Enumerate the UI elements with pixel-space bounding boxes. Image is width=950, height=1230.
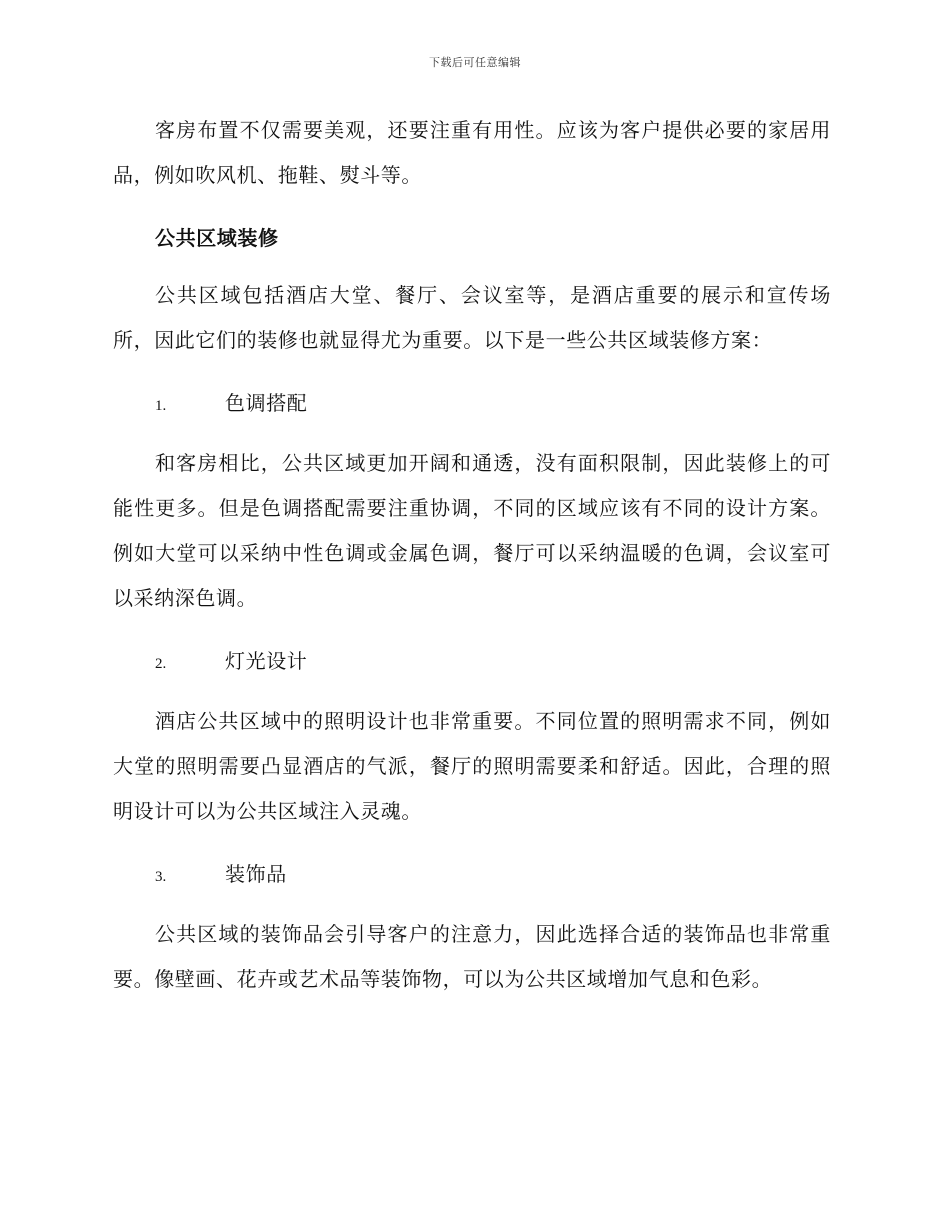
section-heading-public-area: 公共区域装修 <box>155 226 279 250</box>
list-item-color <box>113 381 831 429</box>
list-item-title: 灯光设计 <box>225 649 308 673</box>
paragraph-color: 和客房相比，公共区域更加开阔和通透，没有面积限制，因此装修上的可能性更多。但是色调搭配需要注重协调，不同的区域应该有不同的设计方案。例如大堂可以采纳中性色调或金属色调，餐厅可以采纳温暖的色调，会议室可以采纳深色调。 <box>113 451 831 610</box>
list-number: 3. <box>155 869 167 885</box>
paragraph-rooms: 客房布置不仅需要美观，还要注重有用性。应该为客户提供必要的家居用品，例如吹风机、拖鞋、熨斗等。 <box>113 118 831 187</box>
paragraph-decor: 公共区域的装饰品会引导客户的注意力，因此选择合适的装饰品也非常重要。像壁画、花卉或艺术品等装饰物，可以为公共区域增加气息和色彩。 <box>113 922 831 991</box>
paragraph-lighting: 酒店公共区域中的照明设计也非常重要。不同位置的照明需求不同，例如大堂的照明需要凸显酒店的气派，餐厅的照明需要柔和舒适。因此，合理的照明设计可以为公共区域注入灵魂。 <box>113 709 831 823</box>
header-note: 下载后可任意编辑 <box>429 56 521 69</box>
list-item-title: 色调搭配 <box>225 391 308 415</box>
list-item-decor <box>113 852 831 900</box>
list-item-lighting <box>113 639 831 687</box>
list-number: 2. <box>155 656 167 672</box>
document-body <box>113 108 831 1020</box>
list-number: 1. <box>155 398 167 414</box>
list-item-title: 装饰品 <box>225 862 287 886</box>
paragraph-public-intro: 公共区域包括酒店大堂、餐厅、会议室等，是酒店重要的展示和宣传场所，因此它们的装修也就显得尤为重要。以下是一些公共区域装修方案： <box>113 283 831 352</box>
